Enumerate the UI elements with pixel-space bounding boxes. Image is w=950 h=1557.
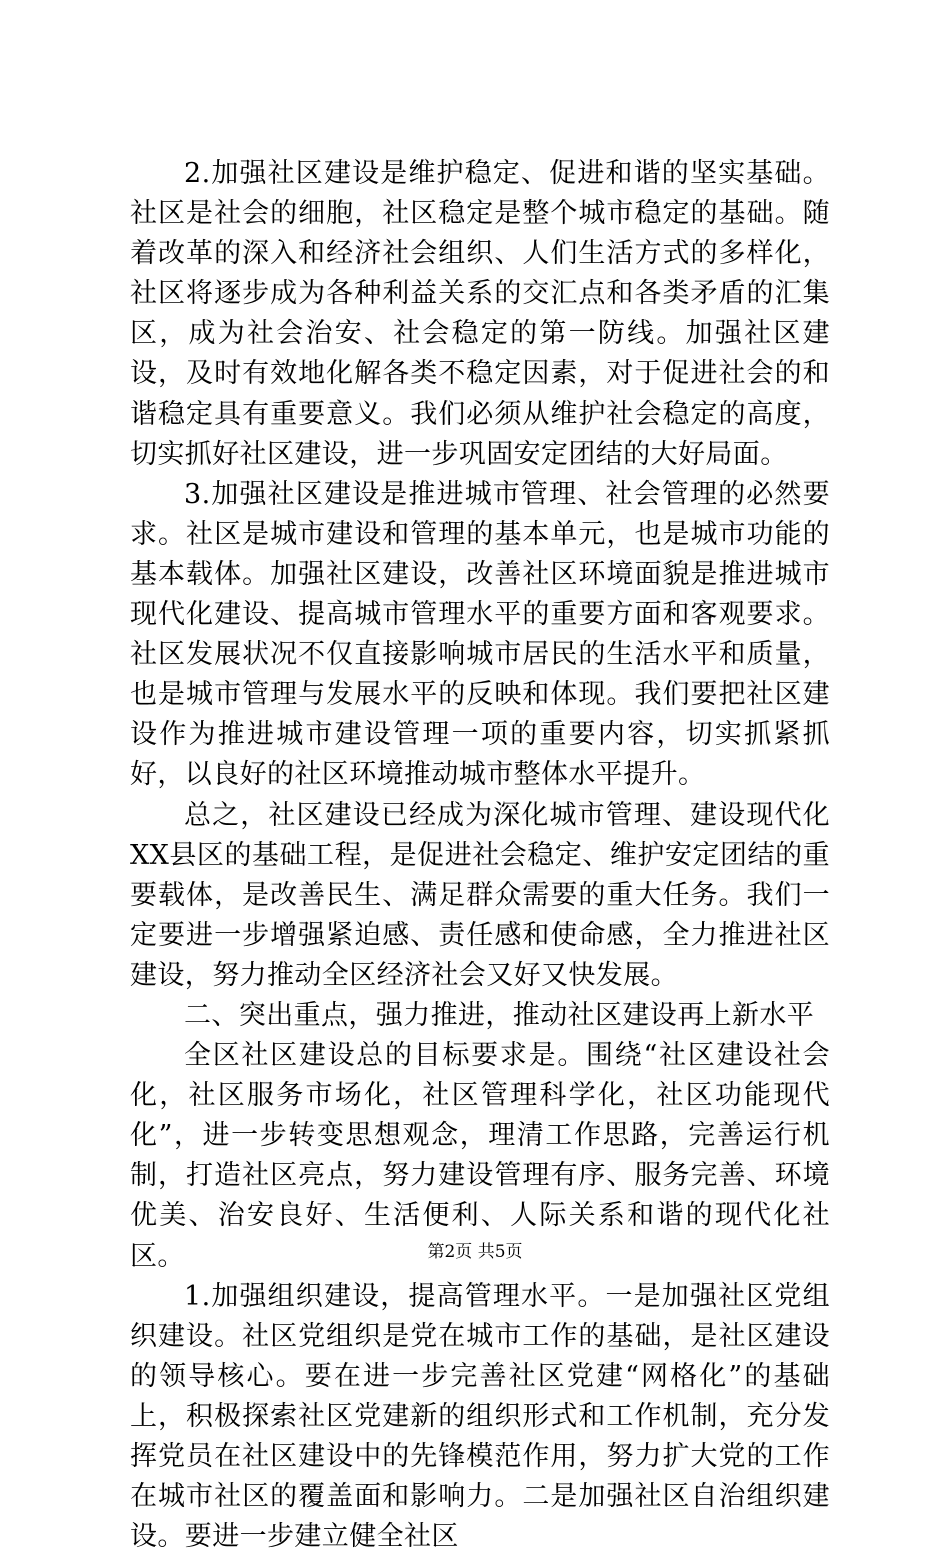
paragraph-5: 1.加强组织建设，提高管理水平。一是加强社区党组织建设。社区党组织是党在城市工作的基础，是社区建设的领导核心。要在进一步完善社区党建“网格化”的基础上，积极探索社区党建新的组织形式和工作机制，充分发挥党员在社区建设中的先锋模范作用，努力扩大党的工作在城市社区的覆盖面和影响力。二是加强社区自治组织建设。要进一步建立健全社区 xyxy=(130,1280,830,1553)
paragraph-2: 3.加强社区建设是推进城市管理、社会管理的必然要求。社区是城市建设和管理的基本单元，也是城市功能的基本载体。加强社区建设，改善社区环境面貌是推进城市现代化建设、提高城市管理水平的重要方面和客观要求。社区发展状况不仅直接影响城市居民的生活水平和质量，也是城市管理与发展水平的反映和体现。我们要把社区建设作为推进城市建设管理一项的重要内容，切实抓紧抓好，以良好的社区环境推动城市整体水平提升。 xyxy=(130,478,830,791)
paragraph-1: 2.加强社区建设是维护稳定、促进和谐的坚实基础。社区是社会的细胞，社区稳定是整个城市稳定的基础。随着改革的深入和经济社会组织、人们生活方式的多样化，社区将逐步成为各种利益关系的交汇点和各类矛盾的汇集区，成为社会治安、社会稳定的第一防线。加强社区建设，及时有效地化解各类不稳定因素，对于促进社会的和谐稳定具有重要意义。我们必须从维护社会稳定的高度，切实抓好社区建设，进一步巩固安定团结的大好局面。 xyxy=(130,158,830,470)
paragraph-4: 全区社区建设总的目标要求是。围绕“社区建设社会化，社区服务市场化，社区管理科学化，社区功能现代化”，进一步转变思想观念，理清工作思路，完善运行机制，打造社区亮点，努力建设管理有序、服务完善、环境优美、治安良好、生活便利、人际关系和谐的现代化社区。 xyxy=(130,1040,830,1272)
section-heading: 二、突出重点，强力推进，推动社区建设再上新水平 xyxy=(184,999,815,1031)
document-body xyxy=(130,154,830,1557)
paragraph-3: 总之，社区建设已经成为深化城市管理、建设现代化XX县区的基础工程，是促进社会稳定、维护安定团结的重要载体，是改善民生、满足群众需要的重大任务。我们一定要进一步增强紧迫感、责任感和使命感，全力推进社区建设，努力推动全区经济社会又好又快发展。 xyxy=(130,799,830,991)
page-footer: 第2页 共5页 xyxy=(427,1242,523,1262)
